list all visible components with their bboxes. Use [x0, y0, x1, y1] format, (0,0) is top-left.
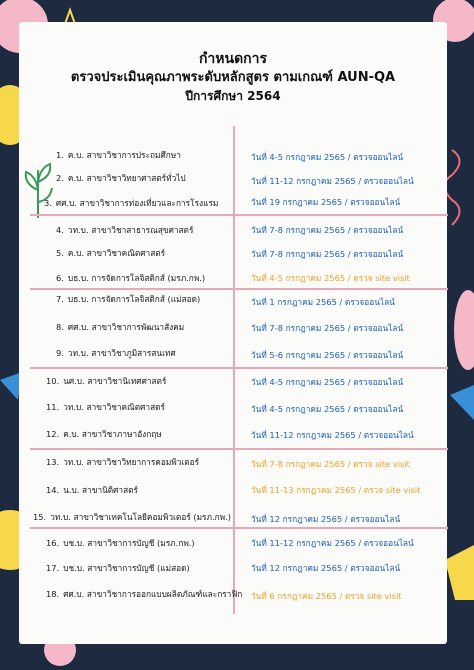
row-number: 17.: [46, 563, 60, 573]
program-cell: [56, 272, 205, 284]
audit-date: วันที่ 11-13 กรกฎาคม 2565 / ตรวจ site visit: [251, 485, 421, 495]
row-number: 10.: [46, 376, 60, 386]
audit-date: วันที่ 7-8 กรกฎาคม 2565 / ตรวจออนไลน์: [251, 323, 404, 333]
row-number: 9.: [56, 348, 64, 358]
program-cell: [46, 588, 242, 600]
row-number: 4.: [56, 225, 64, 235]
program-cell: [56, 224, 193, 236]
row-group-divider: [30, 367, 448, 369]
plant-sketch-decoration: [18, 160, 58, 220]
row-group-divider: [30, 214, 448, 216]
audit-date: วันที่ 11-12 กรกฎาคม 2565 / ตรวจออนไลน์: [251, 430, 414, 440]
row-group-divider: [30, 448, 448, 450]
audit-date: วันที่ 12 กรกฎาคม 2565 / ตรวจออนไลน์: [251, 563, 401, 573]
program-name: บธ.บ. การจัดการโลจิสติกส์ (มรภ.กพ.): [67, 273, 206, 283]
row-number: 2.: [56, 173, 64, 183]
program-name: วท.บ. สาขาวิชาคณิตศาสตร์: [63, 402, 165, 412]
program-cell: [56, 247, 165, 259]
program-cell: [56, 172, 186, 184]
program-cell: [56, 347, 176, 359]
audit-date: วันที่ 4-5 กรกฎาคม 2565 / ตรวจ site visit: [251, 273, 410, 283]
row-number: 12.: [46, 429, 60, 439]
audit-date: วันที่ 7-8 กรกฎาคม 2565 / ตรวจ site visit: [251, 459, 410, 469]
row-number: 18.: [46, 589, 60, 599]
program-name: วท.บ. สาขาวิชาเทคโนโลยีคอมพิวเตอร์ (มรภ.กพ.): [50, 512, 231, 522]
blue-shape-right: [450, 385, 474, 420]
program-cell: [44, 197, 218, 209]
yellow-shape-right: [445, 545, 474, 600]
pink-blob-shape-mid: [454, 290, 474, 370]
audit-date: วันที่ 11-12 กรกฎาคม 2565 / ตรวจออนไลน์: [251, 176, 414, 186]
row-number: 11.: [46, 402, 60, 412]
row-number: 6.: [56, 273, 64, 283]
row-group-divider: [30, 527, 448, 529]
program-name: วท.บ. สาขาวิชาสาธารณสุขศาสตร์: [67, 225, 194, 235]
program-name: ศศ.บ. สาขาวิชาการท่องเที่ยวและการโรงแรม: [55, 198, 219, 208]
row-number: 7.: [56, 294, 64, 304]
program-name: ค.บ. สาขาวิชาการประถมศึกษา: [67, 150, 181, 160]
row-number: 5.: [56, 248, 64, 258]
row-group-divider: [30, 288, 448, 290]
audit-date: วันที่ 4-5 กรกฎาคม 2565 / ตรวจออนไลน์: [251, 377, 404, 387]
program-cell: [33, 511, 231, 523]
page-subtitle: ตรวจประเมินคุณภาพระดับหลักสูตร ตามเกณฑ์ AUN-QA: [70, 70, 396, 85]
program-cell: [46, 375, 166, 387]
row-number: 3.: [44, 198, 52, 208]
audit-date: วันที่ 11-12 กรกฎาคม 2565 / ตรวจออนไลน์: [251, 538, 414, 548]
column-divider: [233, 126, 235, 614]
program-name: บช.บ. สาขาวิชาการบัญชี (แม่สอด): [63, 563, 190, 573]
program-name: ค.บ. สาขาวิชาภาษาอังกฤษ: [63, 429, 162, 439]
row-number: 14.: [46, 485, 60, 495]
program-name: น.บ. สาขานิติศาสตร์: [63, 485, 139, 495]
audit-date: วันที่ 1 กรกฎาคม 2565 / ตรวจออนไลน์: [251, 297, 395, 307]
title-block: [19, 50, 447, 105]
program-name: วท.บ. สาขาวิชาวิทยาการคอมพิวเตอร์: [63, 457, 200, 467]
program-cell: [56, 149, 181, 161]
program-name: นศ.บ. สาขาวิชานิเทศศาสตร์: [63, 376, 167, 386]
audit-date: วันที่ 4-5 กรกฎาคม 2565 / ตรวจออนไลน์: [251, 152, 404, 162]
audit-date: วันที่ 5-6 กรกฎาคม 2565 / ตรวจออนไลน์: [251, 350, 404, 360]
program-cell: [46, 537, 195, 549]
audit-date: วันที่ 7-8 กรกฎาคม 2565 / ตรวจออนไลน์: [251, 225, 404, 235]
academic-year: ปีการศึกษา 2564: [185, 89, 281, 103]
audit-date: วันที่ 7-8 กรกฎาคม 2565 / ตรวจออนไลน์: [251, 249, 404, 259]
program-cell: [46, 401, 165, 413]
program-name: ค.บ. สาขาวิชาวิทยาศาสตร์ทั่วไป: [67, 173, 186, 183]
row-number: 13.: [46, 457, 60, 467]
program-cell: [46, 562, 190, 574]
row-number: 15.: [33, 512, 47, 522]
program-cell: [56, 321, 184, 333]
program-name: ค.บ. สาขาวิชาคณิตศาสตร์: [67, 248, 166, 258]
program-cell: [46, 428, 162, 440]
row-number: 16.: [46, 538, 60, 548]
page-title: กำหนดการ: [198, 51, 268, 67]
audit-date: วันที่ 19 กรกฎาคม 2565 / ตรวจออนไลน์: [251, 197, 401, 207]
row-number: 1.: [56, 150, 64, 160]
program-name: บช.บ. สาขาวิชาการบัญชี (มรภ.กพ.): [63, 538, 195, 548]
program-cell: [46, 484, 138, 496]
row-number: 8.: [56, 322, 64, 332]
program-cell: [46, 456, 199, 468]
program-name: ศศ.บ. สาขาวิชาการออกแบบผลิตภัณฑ์และกราฟิก: [63, 589, 243, 599]
audit-date: วันที่ 6 กรกฎาคม 2565 / ตรวจ site visit: [251, 591, 402, 601]
program-cell: [56, 293, 200, 305]
program-name: วท.บ. สาขาวิชาภูมิสารสนเทศ: [67, 348, 176, 358]
program-name: ศศ.บ. สาขาวิชาการพัฒนาสังคม: [67, 322, 185, 332]
audit-date: วันที่ 12 กรกฎาคม 2565 / ตรวจออนไลน์: [251, 514, 401, 524]
program-name: บธ.บ. การจัดการโลจิสติกส์ (แม่สอด): [67, 294, 201, 304]
audit-date: วันที่ 4-5 กรกฎาคม 2565 / ตรวจออนไลน์: [251, 404, 404, 414]
